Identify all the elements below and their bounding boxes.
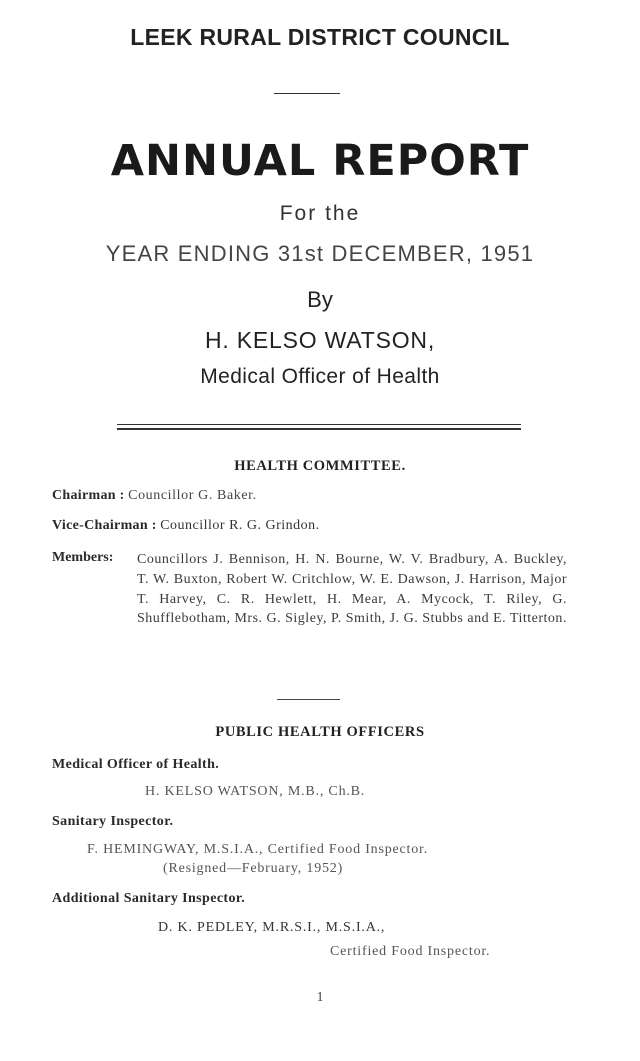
additional-inspector-name: D. K. PEDLEY, M.R.S.I., M.S.I.A.,	[158, 920, 386, 935]
moh-name: H. KELSO WATSON, M.B., Ch.B.	[145, 784, 366, 799]
divider-mid	[277, 699, 340, 700]
page-number: 1	[316, 990, 324, 1005]
additional-inspector-title: Additional Sanitary Inspector.	[52, 891, 246, 906]
council-name: LEEK RURAL DISTRICT COUNCIL	[130, 24, 510, 50]
chairman-label: Chairman :	[52, 488, 125, 503]
committee-heading: HEALTH COMMITTEE.	[234, 458, 406, 474]
author-role: Medical Officer of Health	[200, 365, 440, 388]
additional-inspector-note: Certified Food Inspector.	[330, 944, 491, 959]
members-list: Councillors J. Bennison, H. N. Bourne, W. V. Bradbury, A. Buckley, T. W. Buxton, Robert W. Critchlow, W. E. Dawson, J. Harrison, Major T. Harvey, C. R. Hewlett, H. Mear, A. Mycock, T. Riley, G. Shufflebotham, Mrs. G. Sigley, P. Smith, J. G. Stubbs and E. Titterton.	[137, 552, 567, 627]
vice-chairman-label: Vice-Chairman :	[52, 518, 157, 533]
moh-title: Medical Officer of Health.	[52, 757, 220, 772]
chairman-name: Councillor G. Baker.	[128, 488, 257, 503]
vice-chairman-name: Councillor R. G. Grindon.	[160, 518, 320, 533]
chairman-line	[52, 488, 257, 504]
report-title: ANNUAL REPORT	[110, 136, 530, 186]
by-line: By	[307, 287, 333, 312]
vice-chairman-line	[52, 518, 320, 534]
sanitary-inspector-name: F. HEMINGWAY, M.S.I.A., Certified Food Inspector.	[87, 842, 429, 857]
author-name: H. KELSO WATSON,	[204, 327, 436, 353]
officers-heading: PUBLIC HEALTH OFFICERS	[215, 724, 425, 740]
sanitary-inspector-note: (Resigned—February, 1952)	[163, 861, 344, 876]
members-label: Members:	[52, 550, 114, 565]
year-line: YEAR ENDING 31st DECEMBER, 1951	[105, 241, 535, 266]
divider-double	[117, 424, 521, 430]
for-line: For the	[279, 202, 361, 225]
divider-short	[274, 93, 340, 94]
sanitary-inspector-title: Sanitary Inspector.	[52, 814, 174, 829]
